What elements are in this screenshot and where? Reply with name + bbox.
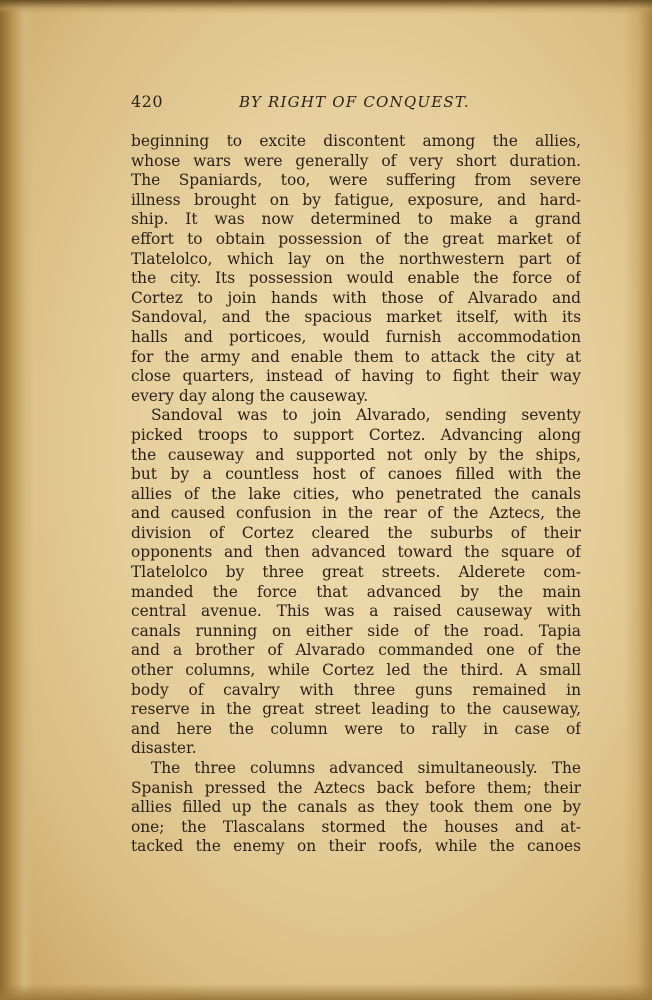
text-line: close quarters, instead of having to fight their way [131,367,581,386]
text-line: Tlatelolco by three great streets. Alderete com- [131,563,581,582]
page-bottom-edge [0,984,652,1000]
text-line: tacked the enemy on their roofs, while the canoes [131,837,581,856]
running-title: BY RIGHT OF CONQUEST. [239,93,470,111]
text-line: opponents and then advanced toward the square of [131,543,581,562]
body-text [131,132,581,857]
text-line: manded the force that advanced by the main [131,582,581,601]
text-line: ship. It was now determined to make a grand [131,210,581,229]
text-line: canals running on either side of the road. Tapia [131,621,581,640]
page-header [131,92,581,114]
text-line: picked troops to support Cortez. Advancing along [131,425,581,444]
text-line: other columns, while Cortez led the third. A small [131,661,581,680]
text-line: reserve in the great street leading to the causeway, [131,700,581,719]
text-line: and caused confusion in the rear of the Aztecs, the [131,504,581,523]
text-line: for the army and enable them to attack the city at [131,347,581,366]
text-line: Tlatelolco, which lay on the northwestern part of [131,249,581,268]
text-line: Sandoval was to join Alvarado, sending seventy [151,406,581,425]
text-line: Spanish pressed the Aztecs back before them; their [131,778,581,797]
text-line: but by a countless host of canoes filled with the [131,465,581,484]
text-line: allies filled up the canals as they took them one by [131,798,581,817]
paragraph-3 [131,759,581,857]
text-line: the city. Its possession would enable the force of [131,269,581,288]
text-line: and a brother of Alvarado commanded one of the [131,641,581,660]
text-line: The Spaniards, too, were suffering from severe [131,171,581,190]
page-number: 420 [131,92,164,111]
text-line: central avenue. This was a raised causeway with [131,602,581,621]
text-line: Sandoval, and the spacious market itself, with its [131,308,581,327]
text-line: allies of the lake cities, who penetrated the canals [131,484,581,503]
text-line: The three columns advanced simultaneously. The [151,759,581,777]
text-line: division of Cortez cleared the suburbs of their [131,523,581,542]
paragraph-2 [131,406,581,759]
text-line: the causeway and supported not only by the ships, [131,445,581,464]
page-gutter-shadow [0,0,34,1000]
text-line: every day along the causeway. [131,386,369,405]
text-line: disaster. [131,739,197,758]
text-line: one; the Tlascalans stormed the houses and at- [131,817,581,836]
page-right-edge [624,0,652,1000]
text-line: halls and porticoes, would furnish accommodation [131,327,581,346]
text-line: body of cavalry with three guns remained in [131,680,581,699]
text-line: and here the column were to rally in case of [131,719,581,738]
text-line: effort to obtain possession of the great market of [131,229,581,248]
text-line: Cortez to join hands with those of Alvarado and [131,288,581,307]
page-top-edge [0,0,652,14]
text-line: beginning to excite discontent among the allies, [131,132,581,150]
text-line: illness brought on by fatigue, exposure, and hard- [131,190,581,209]
paragraph-1 [131,132,581,406]
text-line: whose wars were generally of very short duration. [131,151,581,170]
